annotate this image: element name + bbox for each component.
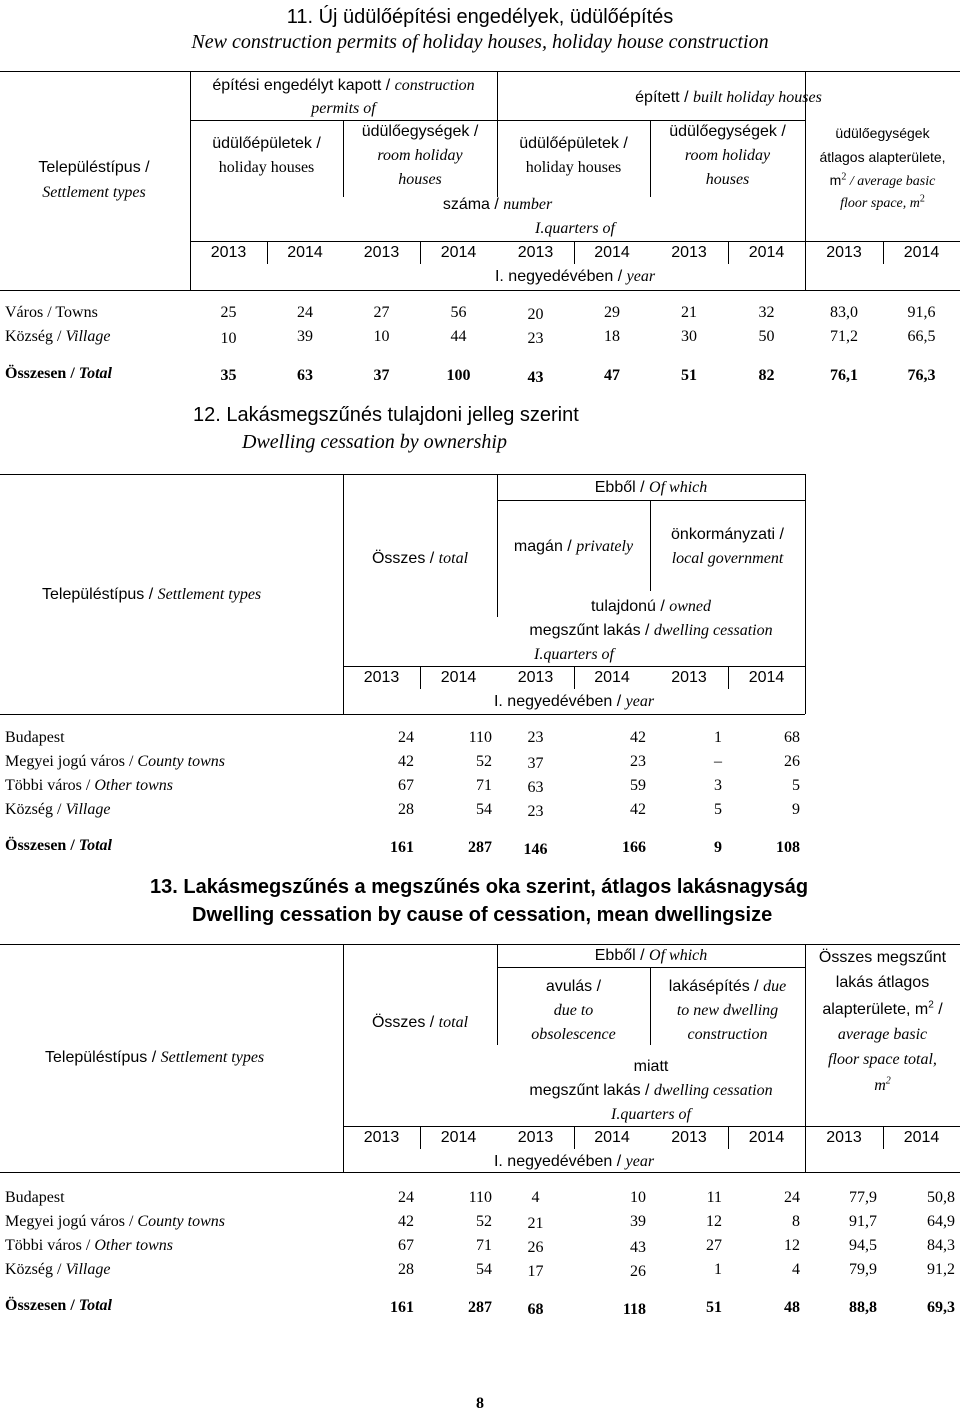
table13-cell: 4 [531,1189,540,1206]
table12-row-label: Többi város / Other towns [5,777,173,794]
table12-cessation: megszűnt lakás / dwelling cessation [529,622,773,639]
table12-cell: 54 [476,801,492,818]
table12-total-cell: 166 [622,839,646,856]
table11-year: 2013 [210,244,247,261]
table11-udb2-hu: üdülőépületek / [519,135,628,152]
table11-year: 2014 [594,244,630,261]
table13-cell: 4 [792,1261,800,1278]
table12-year: 2013 [517,669,554,686]
table13-cessation: megszűnt lakás / dwelling cessation [529,1082,773,1099]
table11-ueg-en-a: room holiday [377,147,463,164]
table11-cell: 44 [450,328,467,345]
table11-cell: 10 [220,330,237,347]
table13-lakas-en-c: construction [687,1026,768,1043]
table12-ebbol-rule [497,500,805,501]
table13-cell: 91,2 [927,1261,955,1278]
table11-cell: 23 [527,330,544,347]
table11-cell: 24 [297,304,313,321]
table12-cell: 1 [714,729,722,746]
table13-cell: 54 [476,1261,492,1278]
table12-total-cell: 108 [776,839,800,856]
table12-cell: 52 [476,753,492,770]
table13-row-label: Megyei jogú város / County towns [5,1213,225,1230]
table11-year: 2014 [903,244,940,261]
table11-cell: 30 [681,328,697,345]
table12-col-divider [650,500,651,591]
table13-cell: 21 [527,1215,544,1232]
table11-row-label: Község / Village [5,328,111,345]
table11-ueg2-en-b: houses [705,171,750,188]
table11-cell: 71,2 [830,328,858,345]
table13-cell: 67 [398,1237,414,1254]
table13-year: 2013 [517,1129,554,1146]
table11-years-rule [190,241,960,242]
table13-bottom-rule [0,1172,960,1173]
table12-top-rule [0,474,805,475]
table13-avg-c: alapterülete, $m^2$ / [822,999,943,1018]
table13-lakas-en-b: to new dwelling [676,1002,779,1019]
table11-grp2-header: épített / built holiday houses [635,89,822,106]
table11-cell: 56 [450,304,467,321]
table11-cell: 20 [527,306,544,323]
table12-cell: 42 [630,801,646,818]
table13-avg-f: $m^2$ [874,1075,891,1094]
table12-cell: – [714,753,722,770]
table11-title-en: New construction permits of holiday houses, holiday house construction [191,31,769,53]
table13-row-label: Budapest [5,1189,65,1206]
table11-cell: 83,0 [830,304,858,321]
table13-cell: 84,3 [927,1237,955,1254]
table11-ueg-hu: üdülőegységek / [361,123,479,140]
table11-year: 2014 [287,244,323,261]
table12-magan: magán / privately [513,538,634,555]
table13-cell: 11 [706,1189,722,1206]
table13-cell: 94,5 [849,1237,877,1254]
table13-cell: 64,9 [927,1213,955,1230]
table11-total-cell: 51 [681,367,697,384]
table13-avg-b: lakás átlagos [835,974,930,991]
table11-cell: 50 [758,328,775,345]
table13-years-rule [343,1126,960,1127]
table11-total-cell: 43 [527,369,544,386]
table13-cell: 79,9 [849,1261,877,1278]
table13-cell: 43 [630,1239,646,1256]
table13-cell: 52 [476,1213,492,1230]
table11-title-hu: 11. Új üdülőépítési engedélyek, üdülőépítés [286,6,674,28]
table11-quarters-label: I.quarters of [535,220,615,237]
table12-title-hu: 12. Lakásmegszűnés tulajdoni jelleg szerint [193,404,579,426]
table13-total-label: Összesen / Total [5,1297,112,1314]
table13-total-cell: 68 [527,1301,544,1318]
table11-total-cell: 35 [220,367,237,384]
table12-cell: 3 [714,777,722,794]
table11-cell: 91,6 [907,304,936,321]
table12-cell: 28 [398,801,414,818]
table13-cell: 12 [706,1213,722,1230]
table11-ueg-en-b: houses [398,171,442,188]
table12-cell: 110 [468,729,492,746]
table13-year: 2013 [671,1129,707,1146]
table12-year: 2014 [440,669,477,686]
table13-total-cell: 118 [622,1301,646,1318]
table11-year: 2014 [440,244,477,261]
table13-total-cell: 69,3 [927,1299,955,1316]
table11-year: 2013 [826,244,862,261]
table13-cell: 10 [630,1189,646,1206]
table11-avg-d: floor space, $m^2$ [840,193,925,211]
table13-cell: 110 [468,1189,492,1206]
table13-ebbol: Ebből / Of which [594,947,708,964]
table11-top-rule [0,71,960,72]
table13-cell: 39 [630,1213,646,1230]
table12-year: 2014 [594,669,630,686]
table13-cell: 71 [476,1237,492,1254]
table11-cell: 25 [220,304,237,321]
table11-cell: 66,5 [907,328,936,345]
table12-cell: 42 [398,753,414,770]
table12-year: 2014 [748,669,785,686]
table13-avul-hu: avulás / [545,978,602,995]
table13-cell: 24 [398,1189,414,1206]
table12-cell: 37 [527,755,544,772]
table11-grp1-rule [190,120,497,121]
table11-total-cell: 63 [297,367,313,384]
table11-bottom-rule [0,290,960,291]
table12-cell: 23 [527,803,544,820]
table12-total-cell: 146 [523,841,548,858]
table12-row-label: Megyei jogú város / County towns [5,753,225,770]
table12-right-border [805,474,806,714]
table11-cell: 27 [373,304,390,321]
table13-cell: 26 [630,1263,646,1280]
table11-total-cell: 82 [758,367,775,384]
table12-total-cell: 161 [390,839,414,856]
table12-osszes: Összes / total [371,550,469,567]
table13-year: 2014 [903,1129,940,1146]
table13-quarters: I.quarters of [611,1106,691,1123]
table13-cell: 91,7 [849,1213,877,1230]
table13-row-label: Többi város / Other towns [5,1237,173,1254]
table13-miatt: miatt [633,1058,669,1075]
table13-year: 2014 [594,1129,630,1146]
table11-grp2-rule [497,120,805,121]
table13-total-cell: 287 [468,1299,492,1316]
table13-cell: 26 [527,1239,544,1256]
table12-onk-hu: önkormányzati / [671,526,784,543]
table11-cell: 10 [373,328,390,345]
table12-onk-en: local government [671,550,784,567]
table11-avg-c: $m^2$ / average basic [829,171,936,189]
table11-year: 2013 [517,244,554,261]
table11-cell: 32 [758,304,775,321]
page-number: 8 [476,1395,484,1412]
table11-avg-b: átlagos alapterülete, [819,149,946,165]
table11-total-cell: 47 [604,367,620,384]
table12-cell: 23 [527,729,544,746]
table13-avg-a: Összes megszűnt [818,949,947,966]
table12-cell: 71 [476,777,492,794]
table13-cell: 27 [706,1237,722,1254]
table11-ueg2-hu: üdülőegységek / [669,123,786,140]
table13-cell: 12 [784,1237,800,1254]
table12-cell: 59 [630,777,646,794]
table12-quarters: I.quarters of [534,646,614,663]
table12-year-label: I. negyedévében / year [493,693,655,710]
table13-cell: 24 [784,1189,800,1206]
table12-cell: 63 [527,779,544,796]
table13-title-en: Dwelling cessation by cause of cessation, mean dwellingsize [192,904,773,926]
table11-avg-a: üdülőegységek [835,125,930,141]
table13-total-cell: 161 [390,1299,414,1316]
table11-stub-hu: Településtípus / [38,159,150,176]
table12-row-label: Budapest [5,729,65,746]
table11-grp1-header: építési engedélyt kapott / construction [212,77,475,94]
table13-row-label: Község / Village [5,1261,111,1278]
table11-year: 2013 [363,244,400,261]
table13-total-cell: 88,8 [849,1299,877,1316]
table11-total-cell: 76,3 [907,367,936,384]
table12-row-label: Község / Village [5,801,111,818]
table13-avul-en-b: obsolescence [531,1026,616,1043]
table12-cell: 5 [714,801,722,818]
table13-year: 2014 [440,1129,477,1146]
table13-cell: 1 [714,1261,722,1278]
table11-number-label: száma / number [442,196,553,213]
table12-cell: 24 [398,729,414,746]
table13-total-cell: 48 [784,1299,800,1316]
table11-grp1-header-2: permits of [311,100,376,117]
table13-stub: Településtípus / Settlement types [45,1049,265,1066]
table12-owned: tulajdonú / owned [590,598,712,615]
table13-cell: 8 [792,1213,800,1230]
table13-avg-e: floor space total, [828,1051,937,1068]
table13-top-rule [0,944,960,945]
table13-year: 2013 [826,1129,862,1146]
table13-cell: 17 [527,1263,544,1280]
table13-year-label: I. negyedévében / year [493,1153,655,1170]
table12-total-cell: 287 [468,839,492,856]
table12-cell: 42 [630,729,646,746]
table11-total-cell: 100 [446,367,471,384]
table11-total-cell: 37 [373,367,390,384]
table11-cell: 39 [297,328,313,345]
table13-title-hu: 13. Lakásmegszűnés a megszűnés oka szerint, átlagos lakásnagyság [150,876,809,898]
table13-cell: 42 [398,1213,414,1230]
table11-total-cell: 76,1 [830,367,858,384]
table13-cell: 50,8 [927,1189,955,1206]
table12-total-label: Összesen / Total [5,837,112,854]
table11-year: 2013 [671,244,707,261]
table12-year: 2013 [363,669,400,686]
table12-cell: 68 [784,729,800,746]
table11-row-label: Város / Towns [5,304,98,321]
table13-cell: 77,9 [849,1189,877,1206]
table11-year: 2014 [748,244,785,261]
table12-cell: 67 [398,777,414,794]
table13-lakas-hu: lakásépítés / due [668,978,787,995]
table11-stub-en: Settlement types [42,184,146,201]
table13-avul-en-a: due to [553,1002,594,1019]
table11-udb2-en: holiday houses [525,159,622,176]
table11-udb-hu: üdülőépületek / [212,135,321,152]
table11-total-label: Összesen / Total [5,365,112,382]
table12-bottom-rule [0,714,805,715]
table13-year: 2013 [363,1129,400,1146]
table13-osszes: Összes / total [371,1014,469,1031]
table13-total-cell: 51 [706,1299,722,1316]
table13-year: 2014 [748,1129,785,1146]
table11-year-label: I. negyedévében / year [494,268,656,285]
table11-cell: 21 [681,304,697,321]
table13-cell: 28 [398,1261,414,1278]
table12-year: 2013 [671,669,707,686]
table13-avg-d: average basic [837,1026,928,1043]
table12-ebbol: Ebből / Of which [594,479,708,496]
table11-udb-en: holiday houses [218,159,315,176]
table12-cell: 23 [630,753,646,770]
table12-stub: Településtípus / Settlement types [42,586,262,603]
table11-cell: 18 [604,328,620,345]
table12-total-cell: 9 [714,839,722,856]
table11-ueg2-en-a: room holiday [684,147,771,164]
table13-ebbol-rule [497,967,805,968]
table11-cell: 29 [604,304,620,321]
table12-title-en: Dwelling cessation by ownership [242,431,507,453]
table12-cell: 5 [792,777,800,794]
table12-cell: 9 [792,801,800,818]
table12-cell: 26 [784,753,800,770]
